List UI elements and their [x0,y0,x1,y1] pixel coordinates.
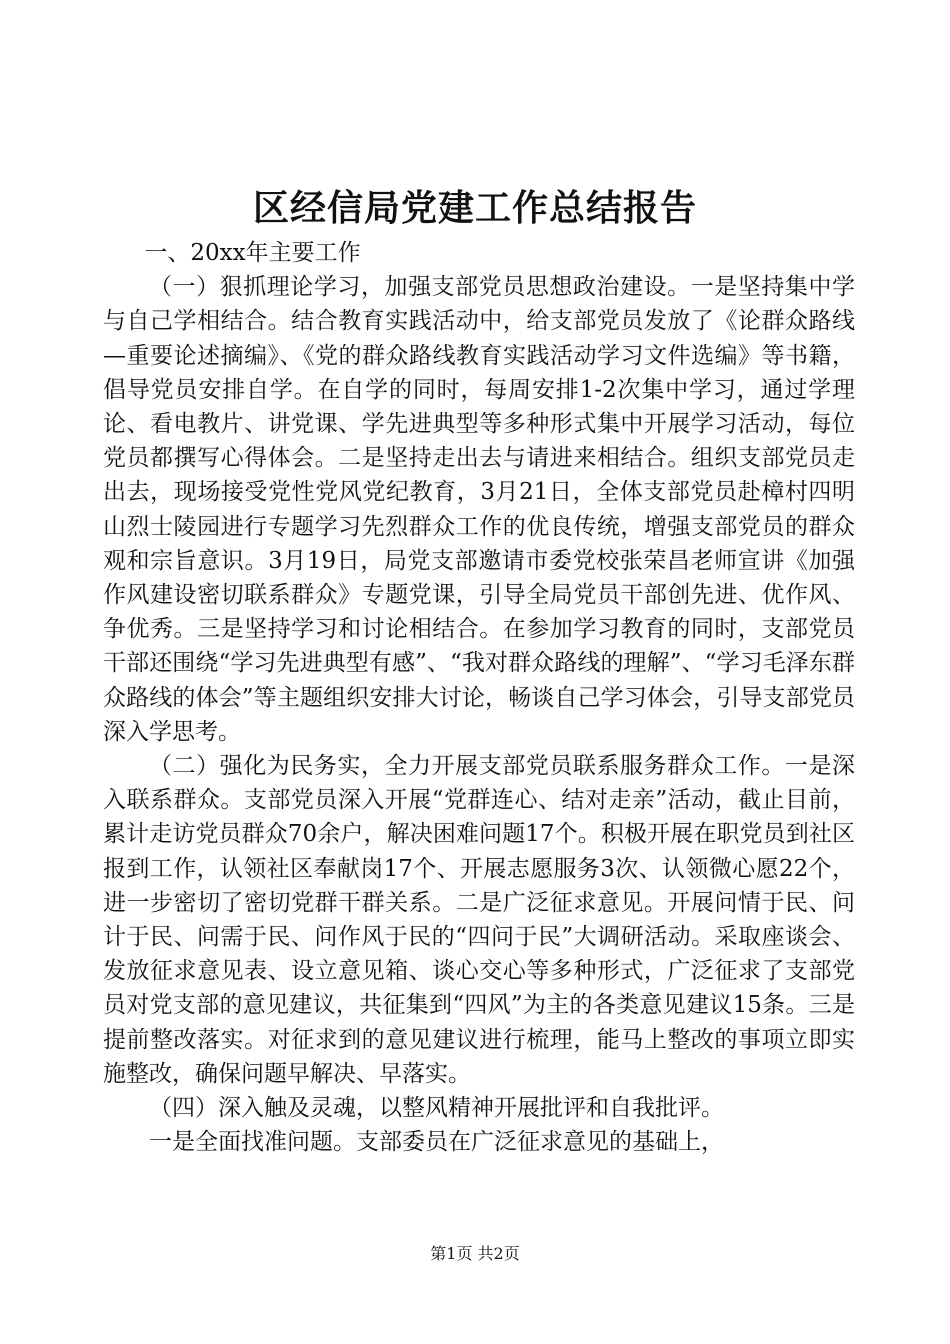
paragraph-criticism: （四）深入触及灵魂，以整风精神开展批评和自我批评。 [149,1095,724,1122]
document-body [103,236,855,1159]
section-heading: 一、20xx年主要工作 [144,240,361,266]
page-footer: 第1页 共2页 [430,1244,520,1263]
document-title: 区经信局党建工作总结报告 [252,187,697,229]
paragraph-theory-study: （一）狠抓理论学习，加强支部党员思想政治建设。一是坚持集中学与自己学相结合。结合教育实践活动中，给支部党员发放了《论群众路线—重要论述摘编》、《党的群众路线教育实践活动学习文件选编》等书籍，倡导党员安排自学。在自学的同时，每周安排1-2次集中学习，通过学理论、看电教片、讲党课、学先进典型等多种形式集中开展学习活动，每位党员都撰写心得体会。二是坚持走出去与请进来相结合。组织支部党员走出去，现场接受党性党风党纪教育，3月21日，全体支部党员赴樟村四明山烈士陵园进行专题学习先烈群众工作的优良传统，增强支部党员的群众观和宗旨意识。3月19日，局党支部邀请市委党校张荣昌老师宣讲《加强作风建设密切联系群众》专题党课，引导全局党员干部创先进、优作风、争优秀。三是坚持学习和讨论相结合。在参加学习教育的同时，支部党员干部还围绕“学习先进典型有感”、“我对群众路线的理解”、“学习毛泽东群众路线的体会”等主题组织安排大讨论，畅谈自己学习体会，引导支部党员深入学思考。 [103,274,855,745]
paragraph-find-problems: 一是全面找准问题。支部委员在广泛征求意见的基础上， [149,1129,724,1156]
paragraph-serve-masses: （二）强化为民务实，全力开展支部党员联系服务群众工作。一是深入联系群众。支部党员深入开展“党群连心、结对走亲”活动，截止目前，累计走访党员群众70余户，解决困难问题17个。积极开展在职党员到社区报到工作，认领社区奉献岗17个、开展志愿服务3次、认领微心愿22个，进一步密切了密切党群干群关系。二是广泛征求意见。开展问情于民、问计于民、问需于民、问作风于民的“四问于民”大调研活动。采取座谈会、发放征求意见表、设立意见箱、谈心交心等多种形式，广泛征求了支部党员对党支部的意见建议，共征集到“四风”为主的各类意见建议15条。三是提前整改落实。对征求到的意见建议进行梳理，能马上整改的事项立即实施整改，确保问题早解决、早落实。 [103,753,855,1087]
